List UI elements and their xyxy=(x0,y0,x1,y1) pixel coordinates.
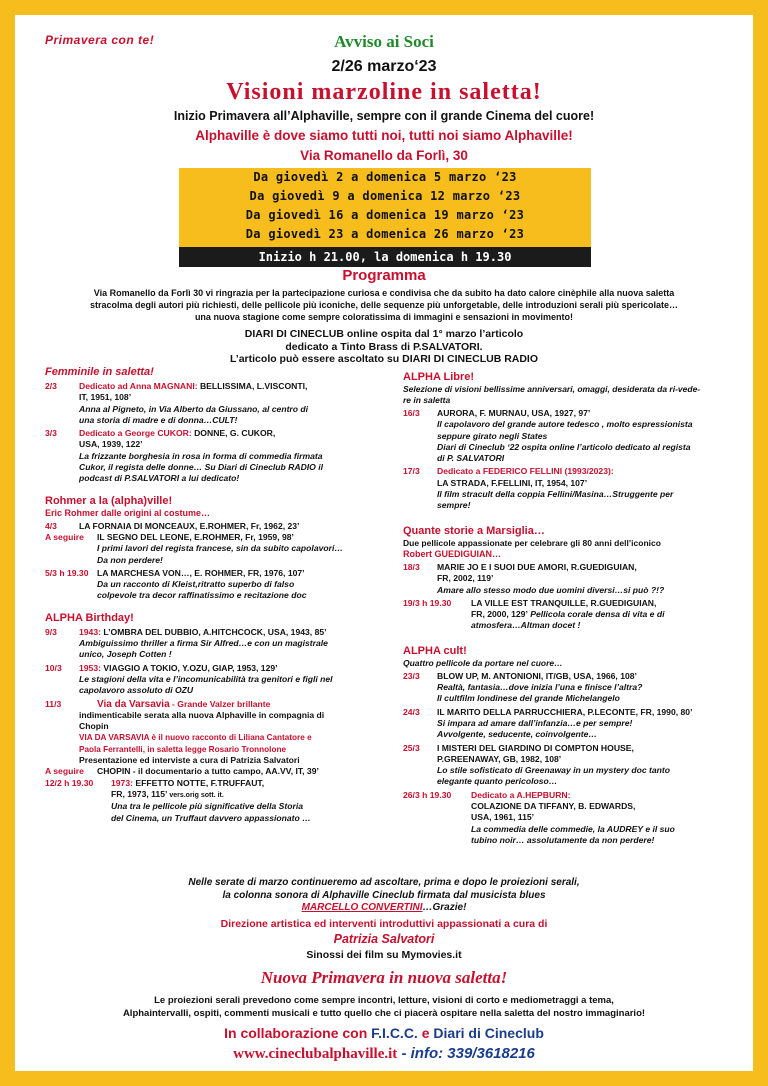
left-column xyxy=(45,365,390,824)
film-description: Il capolavoro del grande autore tedesco , molto espressionista xyxy=(437,419,693,430)
film-title: BLOW UP, M. ANTONIONI, IT/GB, USA, 1966, 108’ xyxy=(437,670,637,681)
poster xyxy=(15,15,753,1071)
events-note xyxy=(15,995,753,1020)
film-description: Amare allo stesso modo due uomini diversi…si può ?!? xyxy=(437,584,665,595)
subtitle: Inizio Primavera all’Alphaville, sempre con il grande Cinema del cuore! xyxy=(173,109,595,123)
film-description: La commedia delle commedie, la AUDREY e il suo xyxy=(471,823,675,834)
spring-slogan: Nuova Primavera in nuova saletta! xyxy=(260,968,508,987)
right-column xyxy=(403,370,738,846)
start-time-bar: Inizio h 21.00, la domenica h 19.30 xyxy=(179,247,591,267)
schedule-week: Da giovedì 9 a domenica 12 marzo ‘23 xyxy=(249,189,521,203)
screening-date: 10/3 xyxy=(45,662,62,673)
screening-date: 24/3 xyxy=(403,706,420,717)
screening-date: 17/3 xyxy=(403,466,420,477)
section-subtitle: re in saletta xyxy=(403,395,451,405)
film-info: USA, 1961, 115’ xyxy=(471,812,535,823)
diari-line: L’articolo può essere ascoltato su DIARI DI CINECLUB RADIO xyxy=(229,353,539,365)
section-title: Rohmer a la (alpha)ville! xyxy=(45,494,173,507)
section-subtitle: Robert GUEDIGUIAN… xyxy=(403,548,502,559)
schedule-week: Da giovedì 23 a domenica 26 marzo ‘23 xyxy=(245,227,525,241)
section-subtitle: Due pellicole appassionate per celebrare gli 80 anni dell’iconico xyxy=(403,537,661,548)
events-line: Le proiezioni serali prevedono come sempre incontri, letture, visioni di corto e mediometraggi a tema, xyxy=(154,995,614,1006)
schedule-week: Da giovedì 16 a domenica 19 marzo ‘23 xyxy=(245,208,525,222)
film-description: una storia di madre e di donna…CULT! xyxy=(79,414,238,425)
collab-ficc: F.I.C.C. xyxy=(371,1025,418,1041)
website-link[interactable]: www.cineclubalphaville.it xyxy=(233,1046,398,1062)
anniversary-year: 1973: xyxy=(111,777,133,788)
film-info: P.GREENAWAY, GB, 1982, 108’ xyxy=(437,753,562,764)
film-title: CHOPIN - il documentario a tutto campo, AA.VV, IT, 39’ xyxy=(97,766,319,777)
screening xyxy=(403,671,738,705)
screening-date: 18/3 xyxy=(403,561,420,572)
film-description: Anna al Pigneto, in Via Alberto da Giussano, al centro di xyxy=(79,403,309,414)
section-title: ALPHA Birthday! xyxy=(45,611,134,624)
screening xyxy=(45,568,390,602)
event-description: Presentazione ed interviste a cura di Patrizia Salvatori xyxy=(79,755,300,766)
film-description: del Cinema, un Truffaut davvero appassionato … xyxy=(111,812,311,823)
film-description: Ambiguissimo thriller a firma Sir Alfred…e con un magistrale xyxy=(79,638,328,649)
film-description: sempre! xyxy=(437,500,471,511)
screening xyxy=(45,521,390,532)
film-info: IT, 1951, 108’ xyxy=(79,392,132,403)
film-title: IL SEGNO DEL LEONE, E.ROHMER, Fr, 1959, 98’ xyxy=(97,531,294,542)
section-title: Quante storie a Marsiglia… xyxy=(403,524,545,537)
film-title: IL MARITO DELLA PARRUCCHIERA, P.LECONTE, FR, 1990, 80’ xyxy=(437,706,693,717)
schedule-box xyxy=(179,168,591,247)
film-title: LA MARCHESA VON…, E. ROHMER, FR, 1976, 107’ xyxy=(97,567,305,578)
phone-info: - info: 339/3618216 xyxy=(397,1045,535,1062)
film-description: seppure girato negli States xyxy=(437,430,548,441)
film-description: Avvolgente, seducente, coinvolgente… xyxy=(437,729,597,740)
collaboration xyxy=(15,1025,753,1041)
film-title: L’OMBRA DEL DUBBIO, A.HITCHCOCK, USA, 1943, 85’ xyxy=(100,626,327,637)
sinossi-note: Sinossi dei film su Mymovies.it xyxy=(306,949,462,961)
film-description: Da un racconto di Kleist,ritratto superbo di falso xyxy=(97,579,295,590)
screening-date: 5/3 h 19.30 xyxy=(45,567,89,578)
screening-date: 16/3 xyxy=(403,408,420,418)
music-line: Nelle serate di marzo continueremo ad ascoltare, prima e dopo le proiezioni serali, xyxy=(188,877,580,888)
film-title: BELLISSIMA, L.VISCONTI, xyxy=(197,381,308,391)
film-description: Si impara ad amare dall’infanzia…e per sempre! xyxy=(437,717,633,728)
dedication: Dedicato ad Anna MAGNANI: xyxy=(79,381,198,391)
film-title: LA STRADA, F.FELLINI, IT, 1954, 107’ xyxy=(437,477,588,488)
intro-line: stracolma degli autori più richiesti, delle pellicole più iconiche, delle sequenze più unforgetable, delle introduzioni serali più spericolate… xyxy=(89,300,679,310)
anniversary-year: 1953: xyxy=(79,662,101,673)
film-title: I MISTERI DEL GIARDINO DI COMPTON HOUSE, xyxy=(437,742,634,753)
collab-and: e xyxy=(417,1025,434,1041)
tagline: Primavera con te! xyxy=(45,33,155,47)
screening xyxy=(45,663,390,697)
film-title: VIAGGIO A TOKIO, Y.OZU, GIAP, 1953, 129’ xyxy=(100,662,278,673)
intro-line: Via Romanello da Forlì 30 vi ringrazia per la partecipazione curiosa e condivisa che da subito ha dato calore cinèphile alla nuova saletta xyxy=(93,288,675,298)
film-description: Da non perdere! xyxy=(97,554,163,565)
film-description: colpevole tra decor raffinatissimo e recitazione doc xyxy=(97,590,307,601)
screening-date: 12/2 h 19.30 xyxy=(45,777,94,788)
section-subtitle: Eric Rohmer dalle origini al costume… xyxy=(45,507,211,518)
contact-line xyxy=(15,1045,753,1063)
film-title: EFFETTO NOTTE, F.TRUFFAUT, xyxy=(132,777,265,788)
film-title: AURORA, F. MURNAU, USA, 1927, 97’ xyxy=(437,408,591,418)
screening xyxy=(45,381,390,426)
collab-prefix: In collaborazione con xyxy=(224,1025,372,1041)
intro-line: una nuova stagione come sempre coloratissima di immagini e sensazioni in movimento! xyxy=(194,312,574,322)
screening-date: 25/3 xyxy=(403,742,420,753)
music-note xyxy=(15,877,753,915)
page-title: Visioni marzoline in saletta! xyxy=(226,79,542,105)
screening-date: 3/3 xyxy=(45,428,57,439)
film-description: tubino noir… assolutamente da non perdere! xyxy=(471,834,655,845)
film-description: La frizzante borghesia in rosa in forma di commedia firmata xyxy=(79,450,323,461)
screening xyxy=(45,428,390,484)
screening-date: A seguire xyxy=(45,766,84,777)
section-title: ALPHA cult! xyxy=(403,644,467,657)
film-description: atmosfera…Altman docet ! xyxy=(471,620,581,631)
anniversary-year: 1943: xyxy=(79,626,101,637)
notice: Avviso ai Soci xyxy=(334,32,434,51)
screening xyxy=(45,627,390,661)
dedication: Dedicato a George CUKOR: xyxy=(79,428,192,439)
screening-date: 26/3 h 19.30 xyxy=(403,789,452,800)
screening-date: 11/3 xyxy=(45,698,62,709)
event-title: Via da Varsavia xyxy=(97,698,170,710)
film-description: Realtà, fantasia…dove inizia l’una e finisce l’altra? xyxy=(437,682,643,693)
film-description: Cukor, il regista delle donne… Su Diari di Cineclub RADIO il xyxy=(79,462,324,473)
film-description: elegante quanto pericoloso… xyxy=(437,776,558,787)
schedule-week: Da giovedì 2 a domenica 5 marzo ‘23 xyxy=(253,170,517,184)
screening xyxy=(45,699,390,767)
film-description: Il film stracult della coppia Fellini/Masina…Struggente per xyxy=(437,489,674,500)
thanks-text: …Grazie! xyxy=(422,902,467,913)
film-info: FR, 1973, 115’ xyxy=(111,788,168,799)
screening xyxy=(45,532,390,566)
diari-line: dedicato a Tinto Brass di P.SALVATORI. xyxy=(285,340,483,353)
event-description: Paola Ferrantelli, in saletta legge Rosario Tronnolone xyxy=(79,744,287,754)
address: Via Romanello da Forlì, 30 xyxy=(300,148,468,163)
dedication: Dedicato a FEDERICO FELLINI (1993/2023): xyxy=(437,466,614,477)
film-description: di P. SALVATORI xyxy=(437,453,505,464)
event-subtitle: - Grande Valzer brillante xyxy=(169,698,271,709)
section-subtitle: Selezione di visioni bellissime anniversari, omaggi, desiderata da ri-vede- xyxy=(403,384,701,394)
direction-note: Direzione artistica ed interventi introduttivi appassionati a cura di xyxy=(220,918,548,930)
program-heading: Programma xyxy=(342,267,426,284)
film-description: unico, Joseph Cotten ! xyxy=(79,649,172,660)
film-info: FR, 2000, 129’ xyxy=(471,609,528,620)
screening-date: 23/3 xyxy=(403,670,420,681)
section-title: ALPHA Libre! xyxy=(403,371,475,383)
screening-date: 4/3 xyxy=(45,520,57,531)
screening xyxy=(403,743,738,788)
film-description: Il cultfilm londinese del grande Michelangelo xyxy=(437,693,620,704)
film-description: Diari di Cineclub ‘22 ospita online l’articolo dedicato al regista xyxy=(437,441,691,452)
screening xyxy=(45,778,390,824)
screening xyxy=(403,466,738,511)
film-description: podcast di P.SALVATORI a lui dedicato! xyxy=(79,473,240,484)
diari-notice xyxy=(15,328,753,366)
screening xyxy=(403,408,738,464)
film-description: Lo stile sofisticato di Greenaway in un mystery doc tanto xyxy=(437,765,671,776)
event-description: Chopin xyxy=(79,721,109,732)
film-description: Le stagioni della vita e l’incomunicabilità tra genitori e figli nel xyxy=(79,673,333,684)
events-line: Alphaintervalli, ospiti, commenti musicali e tutto quello che ci piacerà ospitare nella saletta del nostro immaginario! xyxy=(122,1007,646,1019)
program-intro xyxy=(15,287,753,323)
screening xyxy=(403,562,738,596)
film-title: DONNE, G. CUKOR, xyxy=(191,428,276,439)
film-info: FR, 2002, 119’ xyxy=(437,573,494,584)
section-subtitle: Quattro pellicole da portare nel cuore… xyxy=(403,657,563,668)
film-title: MARIE JO E I SUOI DUE AMORI, R.GUEDIGUIAN, xyxy=(437,561,637,572)
film-description: I primi lavori del regista francese, sin da subito capolavori… xyxy=(97,543,343,554)
film-description: Una tra le pellicole più significative della Storia xyxy=(111,801,303,812)
screening xyxy=(403,790,738,846)
event-description: indimenticabile serata alla nuova Alphaville in compagnia di xyxy=(79,709,325,720)
screening xyxy=(403,707,738,741)
slogan: Alphaville è dove siamo tutti noi, tutti noi siamo Alphaville! xyxy=(195,128,573,143)
screening xyxy=(45,766,390,777)
film-title: LA VILLE EST TRANQUILLE, R.GUEDIGUIAN, xyxy=(471,597,657,608)
curator-name: Patrizia Salvatori xyxy=(333,932,435,946)
event-description: VIA DA VARSAVIA è il nuovo racconto di Liliana Cantatore e xyxy=(79,733,312,743)
screening xyxy=(403,598,738,632)
dedication: Dedicato a A.HEPBURN: xyxy=(471,789,571,800)
film-description: capolavoro assoluto di OZU xyxy=(79,685,194,696)
screening-date: 2/3 xyxy=(45,381,57,391)
section-title: Femminile in saletta! xyxy=(45,366,154,378)
diari-line: DIARI DI CINECLUB online ospita dal 1° marzo l’articolo xyxy=(244,328,524,340)
film-title: LA FORNAIA DI MONCEAUX, E.ROHMER, Fr, 1962, 23’ xyxy=(79,520,300,531)
screening-date: 9/3 xyxy=(45,626,57,637)
film-title: COLAZIONE DA TIFFANY, B. EDWARDS, xyxy=(471,801,636,812)
screening-date: 19/3 h 19.30 xyxy=(403,597,452,608)
subtitle-note: vers.orig sott. it. xyxy=(167,791,224,799)
collab-diari: Diari di Cineclub xyxy=(433,1025,544,1041)
music-line: la colonna sonora di Alphaville Cineclub firmata dal musicista blues xyxy=(222,889,546,901)
event-dates: 2/26 marzo‘23 xyxy=(331,58,437,75)
screening-date: A seguire xyxy=(45,531,84,542)
film-info: USA, 1939, 122’ xyxy=(79,439,143,450)
film-description: Pellicola corale densa di vita e di xyxy=(527,609,665,620)
musician-name: MARCELLO CONVERTINI xyxy=(301,902,423,913)
